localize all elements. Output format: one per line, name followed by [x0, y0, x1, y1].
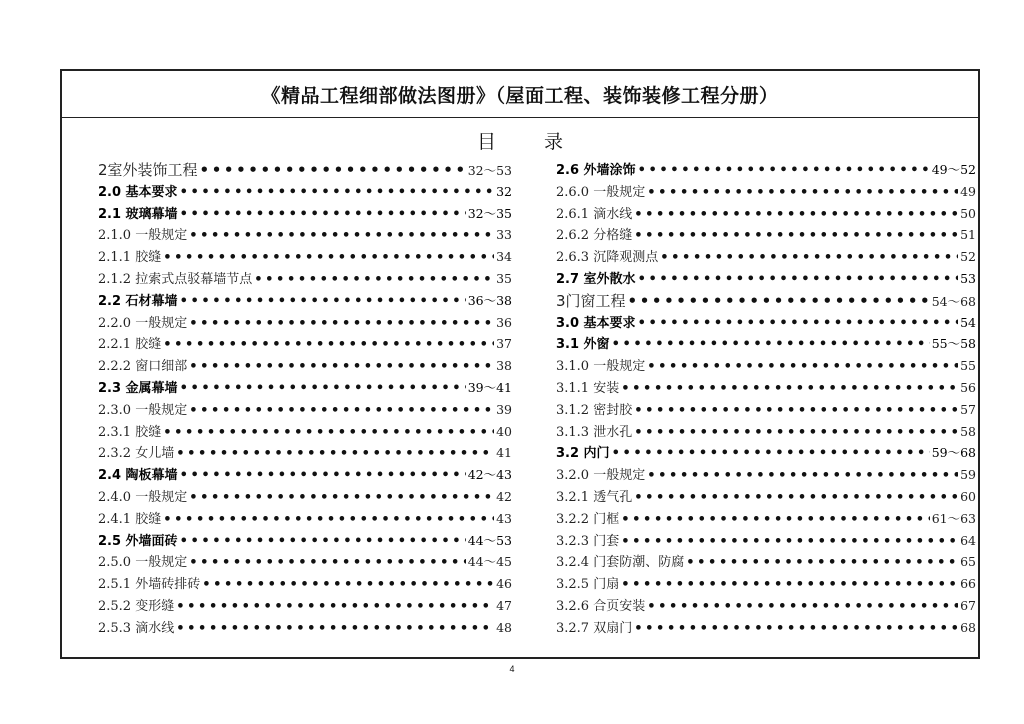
document-frame — [60, 69, 980, 659]
dot-leader — [163, 512, 494, 527]
toc-entry[interactable] — [556, 290, 976, 312]
toc-entry-page: 48 — [496, 619, 512, 635]
dot-leader — [660, 250, 958, 265]
dot-leader — [180, 294, 466, 309]
dot-leader — [180, 468, 466, 483]
toc-entry-label: 2.5.0 一般规定 — [98, 555, 188, 571]
toc-entry[interactable] — [98, 595, 512, 617]
toc-entry-label: 3.0 基本要求 — [556, 315, 636, 331]
page-number: 4 — [509, 664, 515, 674]
dot-leader — [176, 446, 494, 461]
toc-entry-label: 2.3.1 胶缝 — [98, 424, 162, 440]
toc-entry-label: 2.2.1 胶缝 — [98, 337, 162, 353]
toc-entry-page: 54～68 — [931, 293, 976, 309]
toc-entry-page: 36 — [496, 314, 512, 330]
document-title: 《精品工程细部做法图册》（屋面工程、装饰装修工程分册） — [62, 71, 978, 118]
toc-entry[interactable] — [98, 421, 512, 443]
dot-leader — [638, 316, 959, 331]
dot-leader — [202, 577, 494, 592]
toc-entry-label: 3.2.6 合页安装 — [556, 598, 646, 614]
toc-entry[interactable] — [98, 268, 512, 290]
toc-entry-label: 2.4.1 胶缝 — [98, 511, 162, 527]
toc-entry-page: 65 — [960, 554, 976, 570]
toc-entry-page: 49～52 — [931, 162, 976, 177]
toc-entry-page: 59 — [960, 467, 976, 483]
toc-entry-label: 2.6.1 滴水线 — [556, 206, 633, 222]
toc-entry-page: 32～35 — [467, 205, 512, 221]
toc-entry-label: 3.2.2 门框 — [556, 511, 620, 527]
toc-entry-page: 40 — [496, 423, 512, 439]
dot-leader — [638, 272, 959, 287]
toc-entry-label: 2.1.1 胶缝 — [98, 250, 162, 266]
toc-entry-label: 2.3.0 一般规定 — [98, 402, 188, 418]
toc-entry-page: 59～68 — [931, 445, 976, 461]
toc-entry-page: 68 — [960, 619, 976, 635]
toc-entry-page: 66 — [960, 576, 976, 592]
toc-entry-page: 41 — [496, 445, 512, 461]
dot-leader — [621, 577, 958, 592]
dot-leader — [612, 337, 930, 352]
toc-entry-page: 37 — [496, 336, 512, 352]
toc-entry-page: 50 — [960, 205, 976, 221]
toc-entry-label: 3.1.2 密封胶 — [556, 402, 633, 418]
toc-entry[interactable] — [556, 442, 976, 464]
toc-entry[interactable] — [98, 530, 512, 552]
toc-entry-page: 51 — [960, 227, 976, 243]
toc-entry-label: 2.1.2 拉索式点驳幕墙节点 — [98, 271, 253, 287]
dot-leader — [163, 337, 494, 352]
toc-entry[interactable] — [556, 181, 976, 203]
toc-entry-page: 33 — [496, 227, 512, 243]
dot-leader — [621, 381, 958, 396]
toc-entry-label: 3门窗工程 — [556, 291, 626, 310]
toc-entry-page: 32～53 — [467, 163, 512, 178]
toc-entry-label: 2.3.2 女儿墙 — [98, 446, 175, 462]
toc-entry-page: 39 — [496, 401, 512, 417]
toc-entry-page: 52 — [960, 249, 976, 265]
dot-leader — [180, 534, 466, 549]
toc-entry-page: 54 — [960, 314, 976, 330]
dot-leader — [647, 185, 958, 200]
toc-entry[interactable] — [556, 159, 976, 181]
toc-entry[interactable] — [556, 312, 976, 334]
dot-leader — [254, 272, 494, 287]
toc-entry-label: 2.4.0 一般规定 — [98, 489, 188, 505]
toc-entry-label: 2.6.2 分格缝 — [556, 228, 633, 244]
dot-leader — [634, 403, 958, 418]
toc-entry[interactable] — [556, 268, 976, 290]
toc-entry-label: 2.1 玻璃幕墙 — [98, 206, 178, 222]
toc-entry[interactable] — [98, 224, 512, 246]
dot-leader — [176, 599, 494, 614]
toc-entry-page: 60 — [960, 488, 976, 504]
dot-leader — [200, 161, 466, 179]
dot-leader — [634, 228, 958, 243]
toc-column-right — [556, 159, 976, 639]
toc-entry-page: 56 — [960, 379, 976, 395]
toc-entry[interactable] — [98, 312, 512, 334]
toc-entry-label: 2.2.0 一般规定 — [98, 315, 188, 331]
toc-entry-label: 3.1.0 一般规定 — [556, 359, 646, 375]
dot-leader — [647, 468, 958, 483]
toc-entry-page: 53 — [960, 270, 976, 286]
dot-leader — [634, 207, 958, 222]
toc-entry[interactable] — [98, 181, 512, 203]
toc-entry-label: 2.6.0 一般规定 — [556, 184, 646, 200]
dot-leader — [189, 316, 494, 331]
dot-leader — [189, 228, 494, 243]
toc-entry-page: 34 — [496, 249, 512, 265]
toc-entry-page: 58 — [960, 423, 976, 439]
dot-leader — [647, 599, 958, 614]
dot-leader — [634, 621, 958, 636]
toc-entry-page: 44～45 — [467, 554, 512, 570]
dot-leader — [189, 490, 494, 505]
toc-entry-page: 39～41 — [467, 379, 512, 395]
toc-entry-page: 64 — [960, 532, 976, 548]
toc-entry-page: 43 — [496, 510, 512, 526]
toc-entry-label: 2.4 陶板幕墙 — [98, 468, 178, 484]
toc-entry[interactable] — [556, 399, 976, 421]
toc-entry[interactable] — [98, 486, 512, 508]
toc-entry-page: 55 — [960, 358, 976, 374]
toc-entry[interactable] — [556, 377, 976, 399]
dot-leader — [612, 446, 930, 461]
toc-entry-page: 38 — [496, 358, 512, 374]
toc-entry-page: 47 — [496, 597, 512, 613]
toc-entry-page: 49 — [960, 183, 976, 199]
dot-leader — [163, 250, 494, 265]
toc-entry[interactable] — [98, 246, 512, 268]
toc-entry-label: 3.2.0 一般规定 — [556, 468, 646, 484]
toc-entry-label: 3.2.4 门套防潮、防腐 — [556, 555, 685, 571]
dot-leader — [176, 621, 494, 636]
toc-entry-label: 2室外装饰工程 — [98, 161, 198, 179]
toc-entry-page: 55～58 — [931, 336, 976, 352]
toc-entry-label: 3.1.1 安装 — [556, 380, 620, 396]
toc-entry[interactable] — [556, 573, 976, 595]
dot-leader — [163, 425, 494, 440]
toc-entry-label: 2.0 基本要求 — [98, 184, 178, 200]
toc-entry-label: 2.7 室外散水 — [556, 271, 636, 287]
dot-leader — [180, 207, 466, 222]
toc-entry[interactable] — [556, 551, 976, 573]
toc-entry-page: 32 — [496, 183, 512, 199]
toc-entry[interactable] — [556, 355, 976, 377]
toc-entry[interactable] — [556, 246, 976, 268]
toc-entry-label: 2.5.1 外墙砖排砖 — [98, 577, 201, 593]
toc-entry[interactable] — [98, 442, 512, 464]
toc-entry[interactable] — [98, 508, 512, 530]
dot-leader — [621, 512, 929, 527]
toc-entry-page: 46 — [496, 576, 512, 592]
toc-entry-label: 2.2 石材幕墙 — [98, 293, 178, 309]
toc-entry[interactable] — [556, 333, 976, 355]
toc-entry[interactable] — [98, 355, 512, 377]
toc-entry[interactable] — [98, 333, 512, 355]
toc-entry-page: 36～38 — [467, 292, 512, 308]
toc-entry[interactable] — [98, 290, 512, 312]
toc-entry-label: 3.2 内门 — [556, 446, 610, 462]
toc-entry-label: 3.1.3 泄水孔 — [556, 424, 633, 440]
toc-entry-label: 2.5 外墙面砖 — [98, 533, 178, 549]
dot-leader — [189, 403, 494, 418]
dot-leader — [628, 292, 930, 310]
toc-entry[interactable] — [556, 486, 976, 508]
dot-leader — [634, 490, 958, 505]
toc-entry[interactable] — [98, 617, 512, 639]
toc-heading: 目录 — [476, 131, 611, 153]
toc-entry-label: 2.6.3 沉降观测点 — [556, 250, 659, 266]
dot-leader — [686, 555, 958, 570]
dot-leader — [180, 185, 495, 200]
toc-entry-label: 2.3 金属幕墙 — [98, 380, 178, 396]
toc-entry[interactable] — [556, 508, 976, 530]
toc-entry-label: 2.5.3 滴水线 — [98, 620, 175, 636]
toc-entry-label: 2.2.2 窗口细部 — [98, 359, 188, 375]
toc-entry[interactable] — [556, 224, 976, 246]
toc-entry-page: 67 — [960, 597, 976, 613]
dot-leader — [634, 425, 958, 440]
toc-entry[interactable] — [98, 399, 512, 421]
toc-entry[interactable] — [556, 421, 976, 443]
dot-leader — [189, 359, 494, 374]
toc-entry[interactable] — [98, 573, 512, 595]
toc-entry-label: 3.1 外窗 — [556, 337, 610, 353]
toc-entry-page: 35 — [496, 270, 512, 286]
toc-entry-page: 61～63 — [931, 510, 976, 526]
toc-entry-label: 2.1.0 一般规定 — [98, 228, 188, 244]
toc-entry-label: 3.2.7 双扇门 — [556, 620, 633, 636]
dot-leader — [621, 534, 958, 549]
toc-entry[interactable] — [98, 159, 512, 181]
toc-entry[interactable] — [556, 530, 976, 552]
toc-entry-label: 3.2.3 门套 — [556, 533, 620, 549]
toc-entry-label: 3.2.1 透气孔 — [556, 489, 633, 505]
toc-entry[interactable] — [556, 203, 976, 225]
toc-entry[interactable] — [556, 464, 976, 486]
toc-entry[interactable] — [556, 595, 976, 617]
toc-entry-label: 2.5.2 变形缝 — [98, 598, 175, 614]
dot-leader — [180, 381, 466, 396]
toc-entry[interactable] — [98, 464, 512, 486]
toc-entry[interactable] — [98, 377, 512, 399]
toc-entry-page: 42 — [496, 488, 512, 504]
toc-entry-page: 57 — [960, 401, 976, 417]
toc-entry[interactable] — [98, 551, 512, 573]
toc-entry-label: 3.2.5 门扇 — [556, 577, 620, 593]
toc-entry-page: 44～53 — [467, 532, 512, 548]
toc-entry-label: 2.6 外墙涂饰 — [556, 163, 636, 178]
dot-leader — [647, 359, 958, 374]
toc-column-left — [98, 159, 512, 639]
toc-entry[interactable] — [556, 617, 976, 639]
dot-leader — [638, 163, 930, 178]
dot-leader — [189, 555, 465, 570]
toc-entry[interactable] — [98, 203, 512, 225]
toc-entry-page: 42～43 — [467, 467, 512, 483]
